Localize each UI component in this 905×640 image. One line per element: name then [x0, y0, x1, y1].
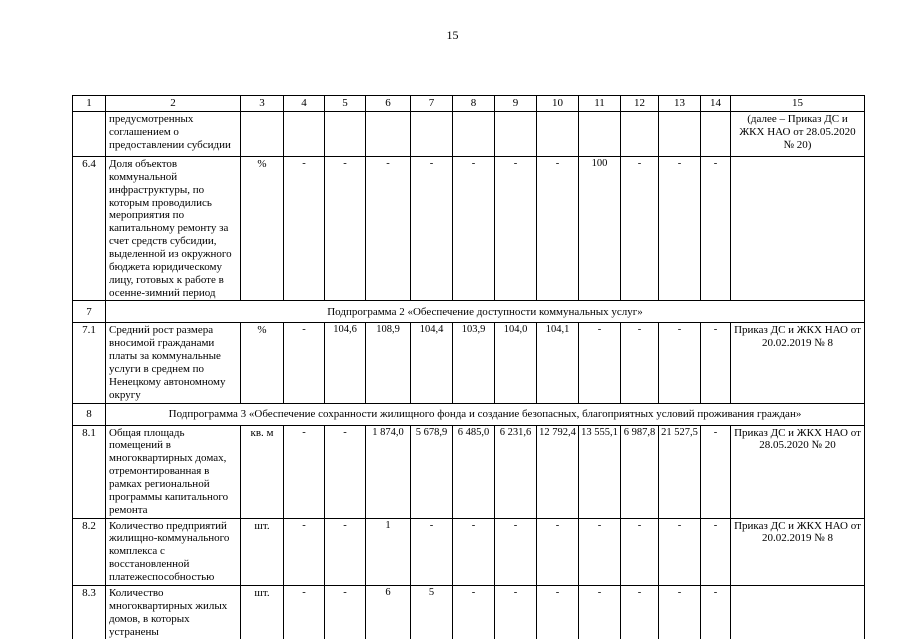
- row-number-cell: 7: [73, 301, 106, 323]
- column-header: 13: [659, 96, 701, 112]
- unit-cell: %: [241, 323, 284, 403]
- value-cell: -: [495, 518, 537, 585]
- value-cell: [495, 112, 537, 157]
- unit-cell: [241, 112, 284, 157]
- document-reference-cell: [731, 157, 865, 301]
- value-cell: -: [537, 518, 579, 585]
- value-cell: -: [411, 518, 453, 585]
- value-cell: 104,0: [495, 323, 537, 403]
- indicator-name-cell: Общая площадь помещений в многоквартирных домах, отремонтированная в рамках региональной программы капитального ремонта: [106, 425, 241, 518]
- value-cell: [659, 112, 701, 157]
- value-cell: 13 555,1: [579, 425, 621, 518]
- indicators-table-container: [72, 95, 864, 639]
- indicator-row: [73, 157, 865, 301]
- value-cell: -: [284, 518, 325, 585]
- value-cell: 6 987,8: [621, 425, 659, 518]
- column-header: 7: [411, 96, 453, 112]
- indicator-name-cell: Доля объектов коммунальной инфраструктуры, по которым проводились мероприятия по капитальному ремонту за счет средств субсидии, выделенной из окружного бюджета юридическому лицу, готовых к работе в осенне-зимний период: [106, 157, 241, 301]
- value-cell: -: [701, 518, 731, 585]
- unit-cell: кв. м: [241, 425, 284, 518]
- value-cell: -: [579, 585, 621, 639]
- indicator-row: [73, 425, 865, 518]
- value-cell: 103,9: [453, 323, 495, 403]
- value-cell: 6 485,0: [453, 425, 495, 518]
- value-cell: -: [621, 157, 659, 301]
- value-cell: 104,4: [411, 323, 453, 403]
- column-header: 15: [731, 96, 865, 112]
- value-cell: 104,6: [325, 323, 366, 403]
- value-cell: -: [411, 157, 453, 301]
- column-header: 3: [241, 96, 284, 112]
- row-number-cell: 8.1: [73, 425, 106, 518]
- value-cell: [621, 112, 659, 157]
- value-cell: -: [453, 157, 495, 301]
- value-cell: -: [284, 157, 325, 301]
- column-header: 14: [701, 96, 731, 112]
- document-reference-cell: (далее – Приказ ДС и ЖКХ НАО от 28.05.2020 № 20): [731, 112, 865, 157]
- value-cell: [325, 112, 366, 157]
- value-cell: -: [537, 585, 579, 639]
- indicator-name-cell: Количество предприятий жилищно-коммунального комплекса с восстановленной платежеспособностью: [106, 518, 241, 585]
- value-cell: -: [284, 425, 325, 518]
- value-cell: 12 792,4: [537, 425, 579, 518]
- value-cell: [411, 112, 453, 157]
- value-cell: -: [621, 518, 659, 585]
- value-cell: [579, 112, 621, 157]
- unit-cell: шт.: [241, 518, 284, 585]
- unit-cell: %: [241, 157, 284, 301]
- value-cell: 100: [579, 157, 621, 301]
- document-reference-cell: Приказ ДС и ЖКХ НАО от 20.02.2019 № 8: [731, 518, 865, 585]
- value-cell: -: [579, 323, 621, 403]
- subprogram-title-cell: Подпрограмма 2 «Обеспечение доступности коммунальных услуг»: [106, 301, 865, 323]
- value-cell: 5 678,9: [411, 425, 453, 518]
- column-header: 10: [537, 96, 579, 112]
- row-number-cell: 6.4: [73, 157, 106, 301]
- column-header: 1: [73, 96, 106, 112]
- value-cell: -: [537, 157, 579, 301]
- value-cell: 6 231,6: [495, 425, 537, 518]
- value-cell: -: [659, 585, 701, 639]
- value-cell: -: [659, 323, 701, 403]
- row-number-cell: 8.3: [73, 585, 106, 639]
- value-cell: [701, 112, 731, 157]
- value-cell: [537, 112, 579, 157]
- value-cell: [284, 112, 325, 157]
- column-header: 6: [366, 96, 411, 112]
- value-cell: 1: [366, 518, 411, 585]
- value-cell: -: [701, 157, 731, 301]
- document-reference-cell: Приказ ДС и ЖКХ НАО от 20.02.2019 № 8: [731, 323, 865, 403]
- unit-cell: шт.: [241, 585, 284, 639]
- value-cell: -: [284, 585, 325, 639]
- value-cell: -: [495, 157, 537, 301]
- document-reference-cell: [731, 585, 865, 639]
- column-header: 4: [284, 96, 325, 112]
- document-reference-cell: Приказ ДС и ЖКХ НАО от 28.05.2020 № 20: [731, 425, 865, 518]
- indicator-row: [73, 112, 865, 157]
- page-number: 15: [446, 28, 459, 42]
- value-cell: -: [579, 518, 621, 585]
- value-cell: -: [659, 518, 701, 585]
- value-cell: 1 874,0: [366, 425, 411, 518]
- row-number-cell: 8.2: [73, 518, 106, 585]
- value-cell: -: [325, 425, 366, 518]
- indicator-name-cell: Средний рост размера вносимой гражданами платы за коммунальные услуги в среднем по Ненецкому автономному округу: [106, 323, 241, 403]
- value-cell: -: [453, 585, 495, 639]
- subprogram-section-row: [73, 301, 865, 323]
- indicator-name-cell: предусмотренных соглашением о предоставлении субсидии: [106, 112, 241, 157]
- value-cell: 21 527,5: [659, 425, 701, 518]
- row-number-cell: [73, 112, 106, 157]
- value-cell: -: [701, 323, 731, 403]
- column-header: 9: [495, 96, 537, 112]
- value-cell: -: [366, 157, 411, 301]
- subprogram-section-row: [73, 403, 865, 425]
- indicator-name-cell: Количество многоквартирных жилых домов, в которых устранены: [106, 585, 241, 639]
- value-cell: -: [621, 323, 659, 403]
- column-header: 11: [579, 96, 621, 112]
- table-header-row: [73, 96, 865, 112]
- value-cell: -: [495, 585, 537, 639]
- column-header: 8: [453, 96, 495, 112]
- value-cell: -: [284, 323, 325, 403]
- value-cell: 6: [366, 585, 411, 639]
- column-header: 5: [325, 96, 366, 112]
- indicator-row: [73, 323, 865, 403]
- column-header: 2: [106, 96, 241, 112]
- value-cell: 104,1: [537, 323, 579, 403]
- indicator-row: [73, 585, 865, 639]
- value-cell: -: [325, 157, 366, 301]
- subprogram-title-cell: Подпрограмма 3 «Обеспечение сохранности жилищного фонда и создание безопасных, благоприятных условий проживания граждан»: [106, 403, 865, 425]
- value-cell: -: [659, 157, 701, 301]
- table-body: [73, 112, 865, 640]
- value-cell: 5: [411, 585, 453, 639]
- value-cell: 108,9: [366, 323, 411, 403]
- value-cell: -: [325, 585, 366, 639]
- row-number-cell: 7.1: [73, 323, 106, 403]
- value-cell: -: [701, 425, 731, 518]
- value-cell: [453, 112, 495, 157]
- value-cell: -: [701, 585, 731, 639]
- row-number-cell: 8: [73, 403, 106, 425]
- column-header: 12: [621, 96, 659, 112]
- value-cell: -: [621, 585, 659, 639]
- value-cell: [366, 112, 411, 157]
- value-cell: -: [453, 518, 495, 585]
- indicators-table: [72, 95, 865, 639]
- value-cell: -: [325, 518, 366, 585]
- indicator-row: [73, 518, 865, 585]
